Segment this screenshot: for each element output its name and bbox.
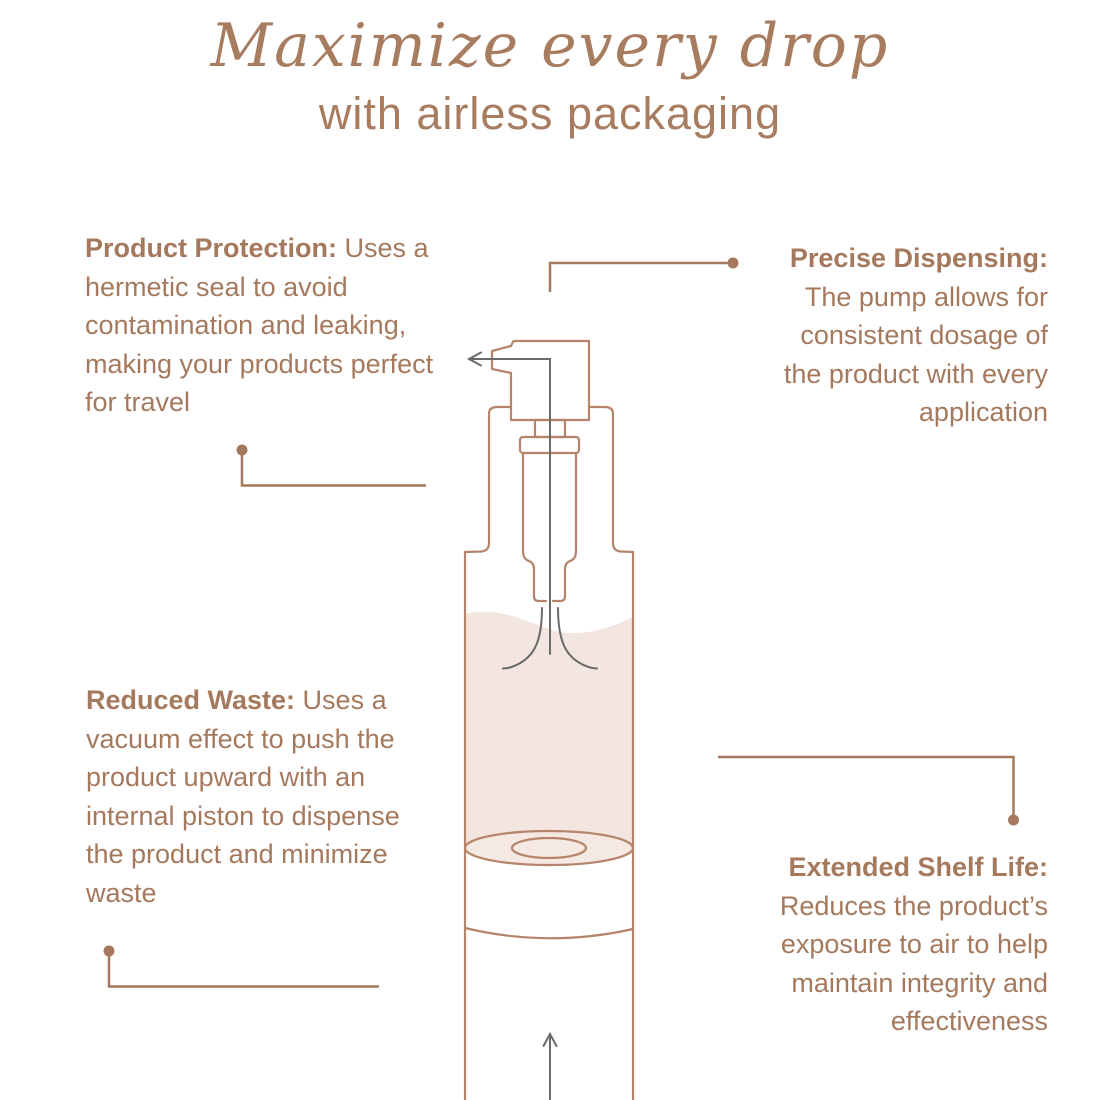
feature-reduced-waste-text: Uses a vacuum effect to push the product upward with an internal piston to dispense the product and minimize waste <box>86 685 400 908</box>
feature-product-protection-label: Product Protection: <box>85 233 338 263</box>
feature-product-protection-text: Uses a hermetic seal to avoid contamination and leaking, making your products perfect for travel <box>85 233 434 417</box>
feature-product-protection <box>85 229 437 422</box>
page-title-subtitle: with airless packaging <box>318 88 782 139</box>
header <box>0 6 1100 142</box>
feature-extended-shelf-life-text: Reduces the product’s exposure to air to help maintain integrity and effectiveness <box>779 890 1048 1036</box>
feature-precise-dispensing-text: The pump allows for consistent dosage of the product with every application <box>783 281 1048 427</box>
piston-top <box>465 831 633 865</box>
connector-dot-precise-dispensing <box>728 258 739 269</box>
collar-left <box>465 407 511 552</box>
pump-chamber-left <box>523 453 546 601</box>
feature-reduced-waste <box>86 681 408 912</box>
connector-dot-product-protection <box>237 445 248 456</box>
connector-dot-extended-shelf-life <box>1008 815 1019 826</box>
piston-bottom-arc <box>465 928 633 938</box>
connector-dot-reduced-waste <box>104 946 115 957</box>
connector-extended-shelf-life <box>718 757 1014 818</box>
feature-reduced-waste-label: Reduced Waste: <box>86 685 296 715</box>
pump-chamber-right <box>553 453 576 601</box>
pump-head <box>492 341 589 420</box>
connector-reduced-waste <box>109 952 379 987</box>
feature-extended-shelf-life-label: Extended Shelf Life: <box>788 852 1048 882</box>
feature-precise-dispensing-label: Precise Dispensing: <box>789 243 1048 273</box>
connector-product-protection <box>242 451 426 486</box>
feature-precise-dispensing <box>756 239 1048 432</box>
page-title-script: Maximize every drop <box>210 11 890 81</box>
feature-extended-shelf-life <box>752 848 1048 1041</box>
connector-precise-dispensing <box>550 263 733 292</box>
collar-right <box>589 407 633 552</box>
